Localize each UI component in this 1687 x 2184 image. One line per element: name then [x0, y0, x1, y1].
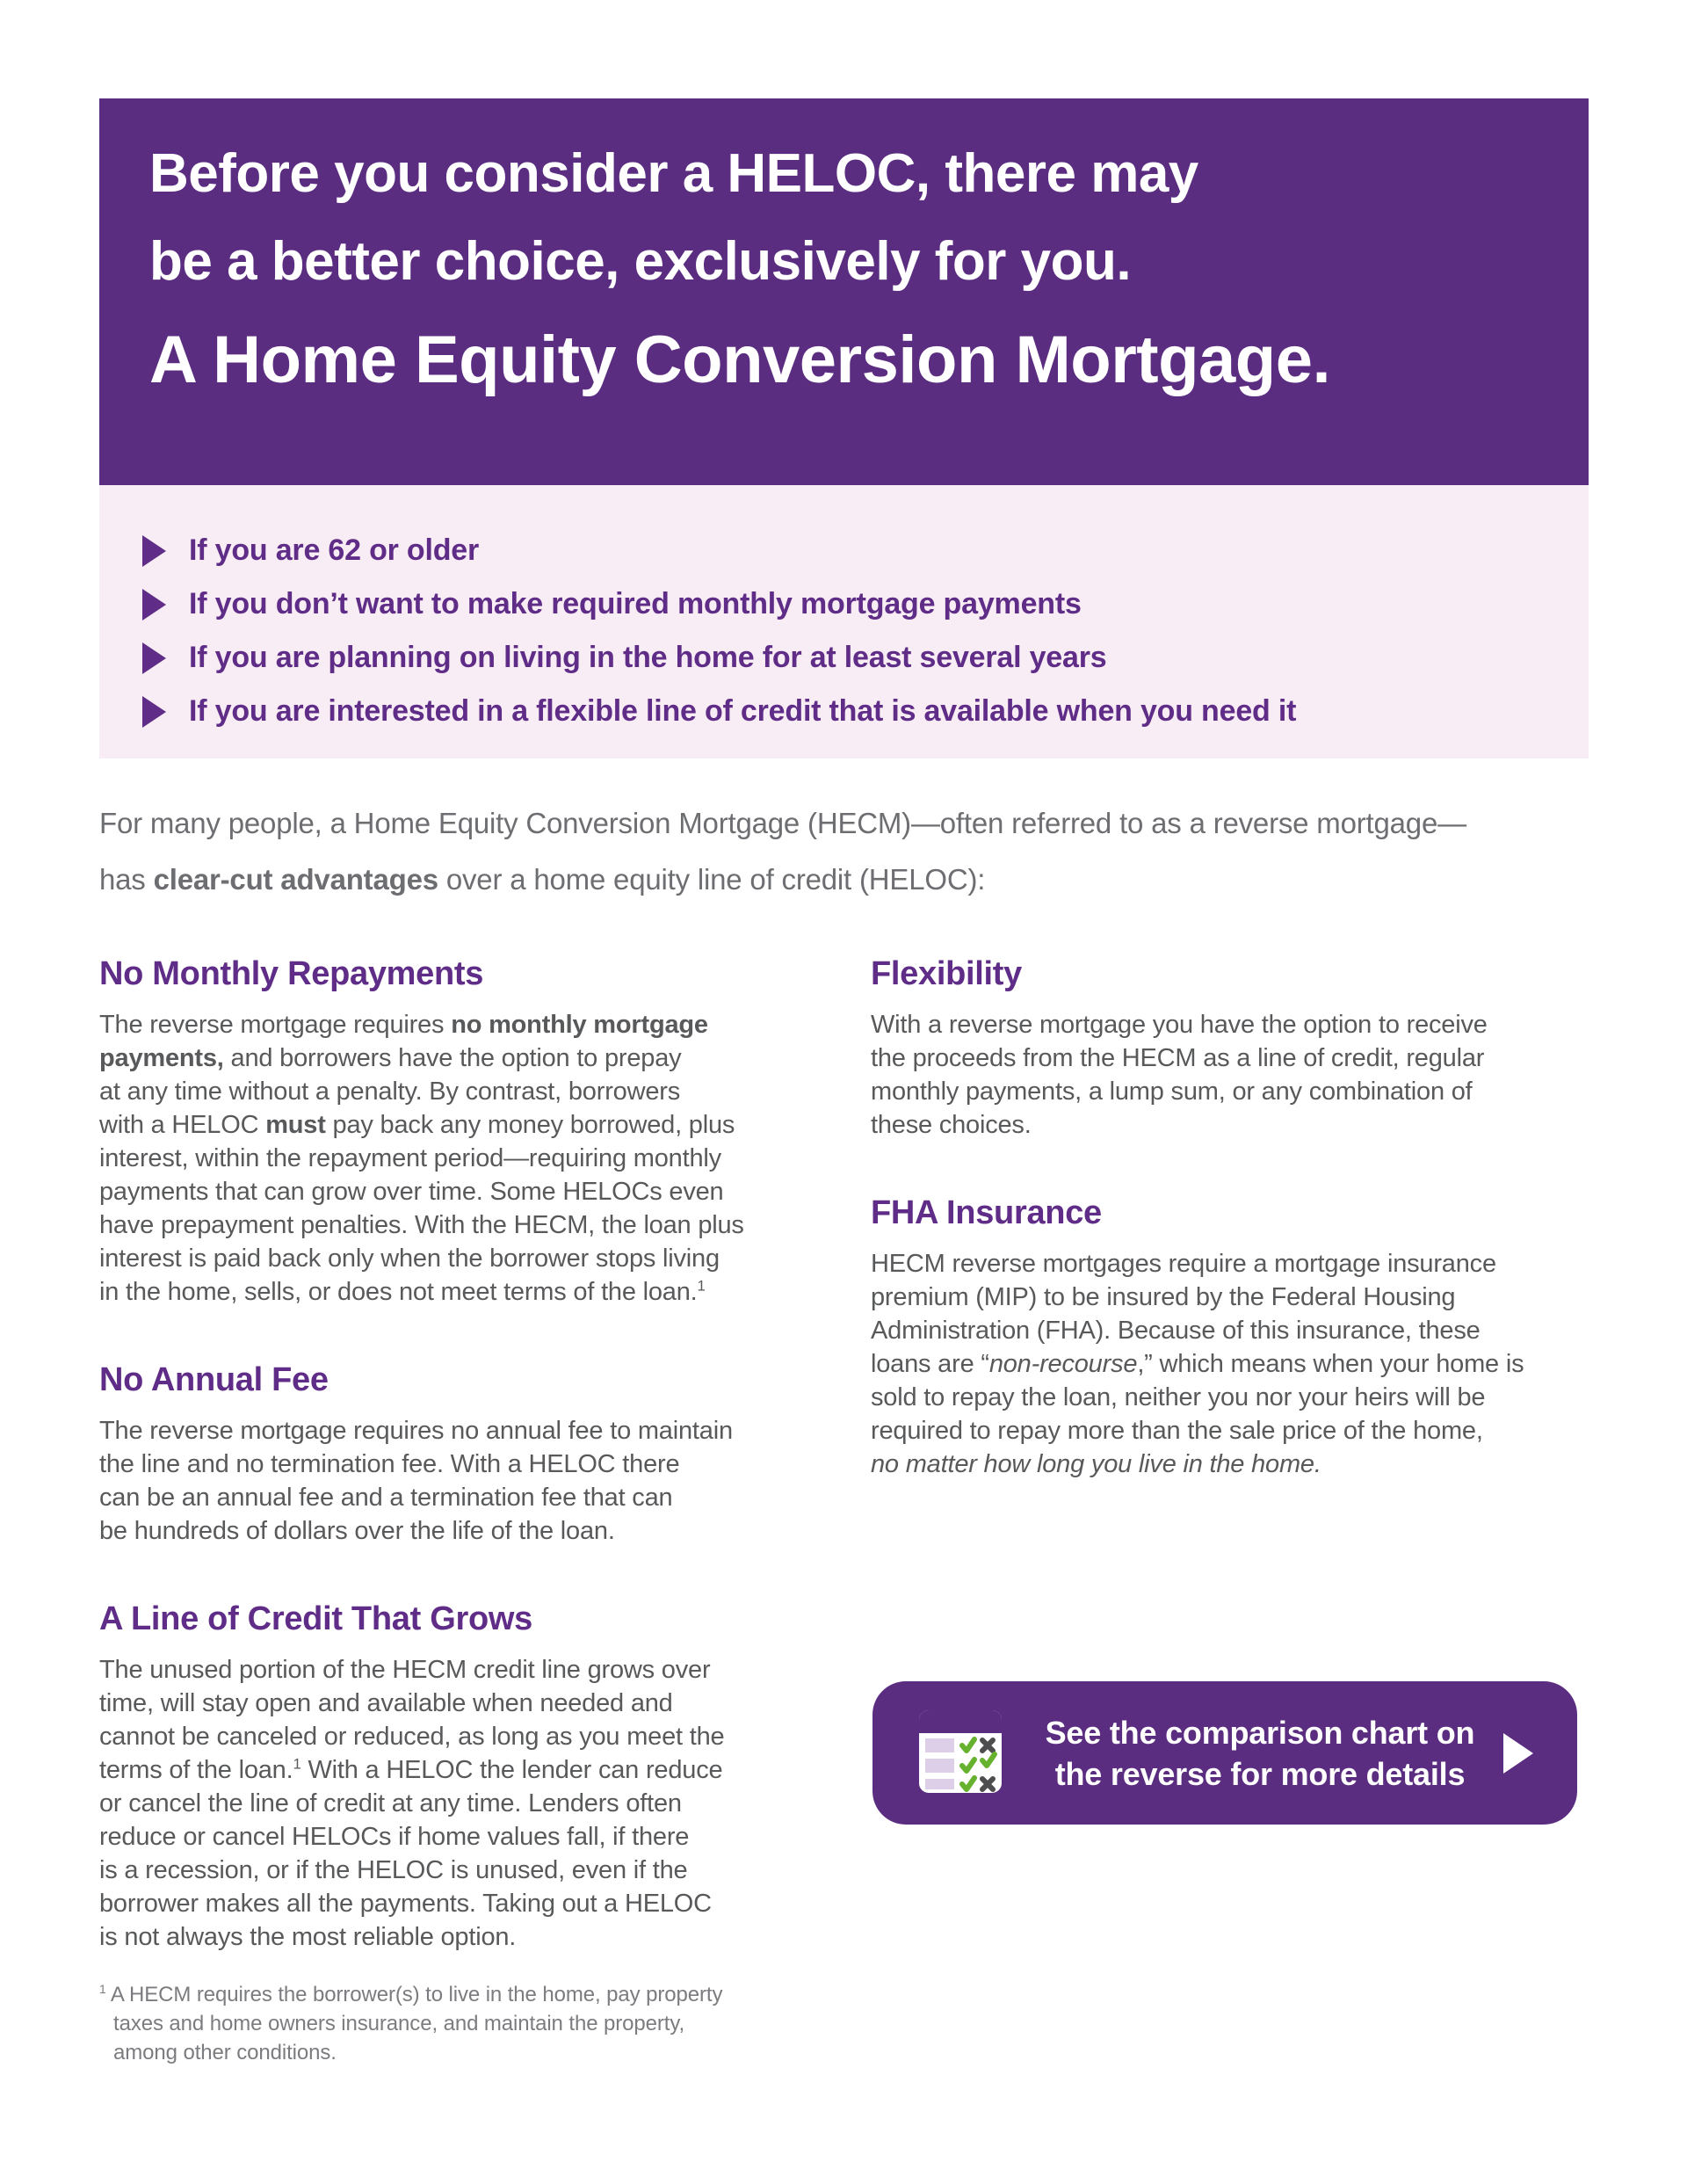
qualifier-item — [142, 631, 1589, 685]
intro-paragraph: For many people, a Home Equity Conversion Mortgage (HECM)—often referred to as a reverse mortgage— has clear-cut advantages over a home equity line of credit (HELOC): — [99, 807, 1466, 896]
cta-label-line-2: the reverse for more details — [1054, 1755, 1466, 1792]
right-arrow-icon — [1503, 1733, 1533, 1774]
comparison-chart-icon — [918, 1709, 1003, 1796]
triangle-bullet-icon — [142, 696, 166, 728]
cta-label-line-1: See the comparison chart on — [1045, 1714, 1475, 1751]
section-heading: No Annual Fee — [99, 1361, 329, 1398]
section-fha-insurance — [871, 1193, 1582, 1481]
section-body: The reverse mortgage requires no monthly mortgage payments, and borrowers have the option to prepay at any time without a penalty. By contrast, borrowers with a HELOC must pay back any money borrowed, plus interest, within the repayment period—requiring monthly payments that can grow over time. Some HELOCs even have prepayment penalties. With the HECM, the loan plus interest is paid back only when the borrower stops living in the home, sells, or does not meet terms of the loan.$^1$ — [99, 1011, 744, 1306]
section-heading: Flexibility — [871, 955, 1022, 992]
hero-subtitle: A Home Equity Conversion Mortgage. — [149, 323, 1331, 397]
hero-title-line-2: be a better choice, exclusively for you. — [149, 231, 1132, 292]
qualifier-text: If you are interested in a flexible line of credit that is available when you need it — [189, 694, 1297, 728]
triangle-bullet-icon — [142, 589, 166, 620]
cta-label — [1034, 1712, 1486, 1795]
section-line-of-credit-grows — [99, 1599, 811, 1954]
section-heading: A Line of Credit That Grows — [99, 1600, 532, 1637]
triangle-bullet-icon — [142, 535, 166, 567]
section-no-annual-fee — [99, 1360, 811, 1548]
qualifier-item — [142, 524, 1589, 577]
triangle-bullet-icon — [142, 642, 166, 674]
hero-banner — [99, 98, 1589, 485]
footnote: $^1$ A HECM requires the borrower(s) to live in the home, pay property taxes and home owners insurance, and maintain the property, among other conditions. — [99, 1982, 723, 2064]
qualifier-item — [142, 685, 1589, 738]
left-column — [99, 954, 811, 2067]
section-body: HECM reverse mortgages require a mortgage insurance premium (MIP) to be insured by the Federal Housing Administration (FHA). Because of this insurance, these loans are “non-recourse,” which means when your home is sold to repay the loan, neither you nor your heirs will be required to repay more than the sale price of the home, no matter how long you live in the home. — [871, 1250, 1524, 1478]
section-heading: FHA Insurance — [871, 1194, 1102, 1231]
section-flexibility — [871, 954, 1582, 1142]
cta-button[interactable] — [872, 1681, 1577, 1825]
qualifier-item — [142, 577, 1589, 631]
section-body: The unused portion of the HECM credit line grows over time, will stay open and available when needed and cannot be canceled or reduced, as long as you meet the terms of the loan.$^1$ With a HELOC the lender can reduce or cancel the line of credit at any time. Lenders often reduce or cancel HELOCs if home values fall, if there is a recession, or if the HELOC is unused, even if the borrower makes all the payments. Taking out a HELOC is not always the most reliable option. — [99, 1656, 725, 1951]
right-column — [871, 954, 1582, 1481]
section-heading: No Monthly Repayments — [99, 955, 484, 992]
qualifier-list — [99, 485, 1589, 758]
qualifier-text: If you are planning on living in the home for at least several years — [189, 641, 1107, 674]
qualifier-text: If you don’t want to make required monthly mortgage payments — [189, 587, 1082, 620]
section-body: With a reverse mortgage you have the option to receive the proceeds from the HECM as a line of credit, regular monthly payments, a lump sum, or any combination of these choices. — [871, 1011, 1488, 1139]
hero-title — [149, 130, 1539, 306]
section-no-monthly-repayments — [99, 954, 811, 1309]
hero-title-line-1: Before you consider a HELOC, there may — [149, 143, 1198, 204]
qualifier-text: If you are 62 or older — [189, 533, 480, 567]
section-body: The reverse mortgage requires no annual fee to maintain the line and no termination fee. With a HELOC there can be an annual fee and a termination fee that can be hundreds of dollars over the life of the loan. — [99, 1417, 733, 1545]
